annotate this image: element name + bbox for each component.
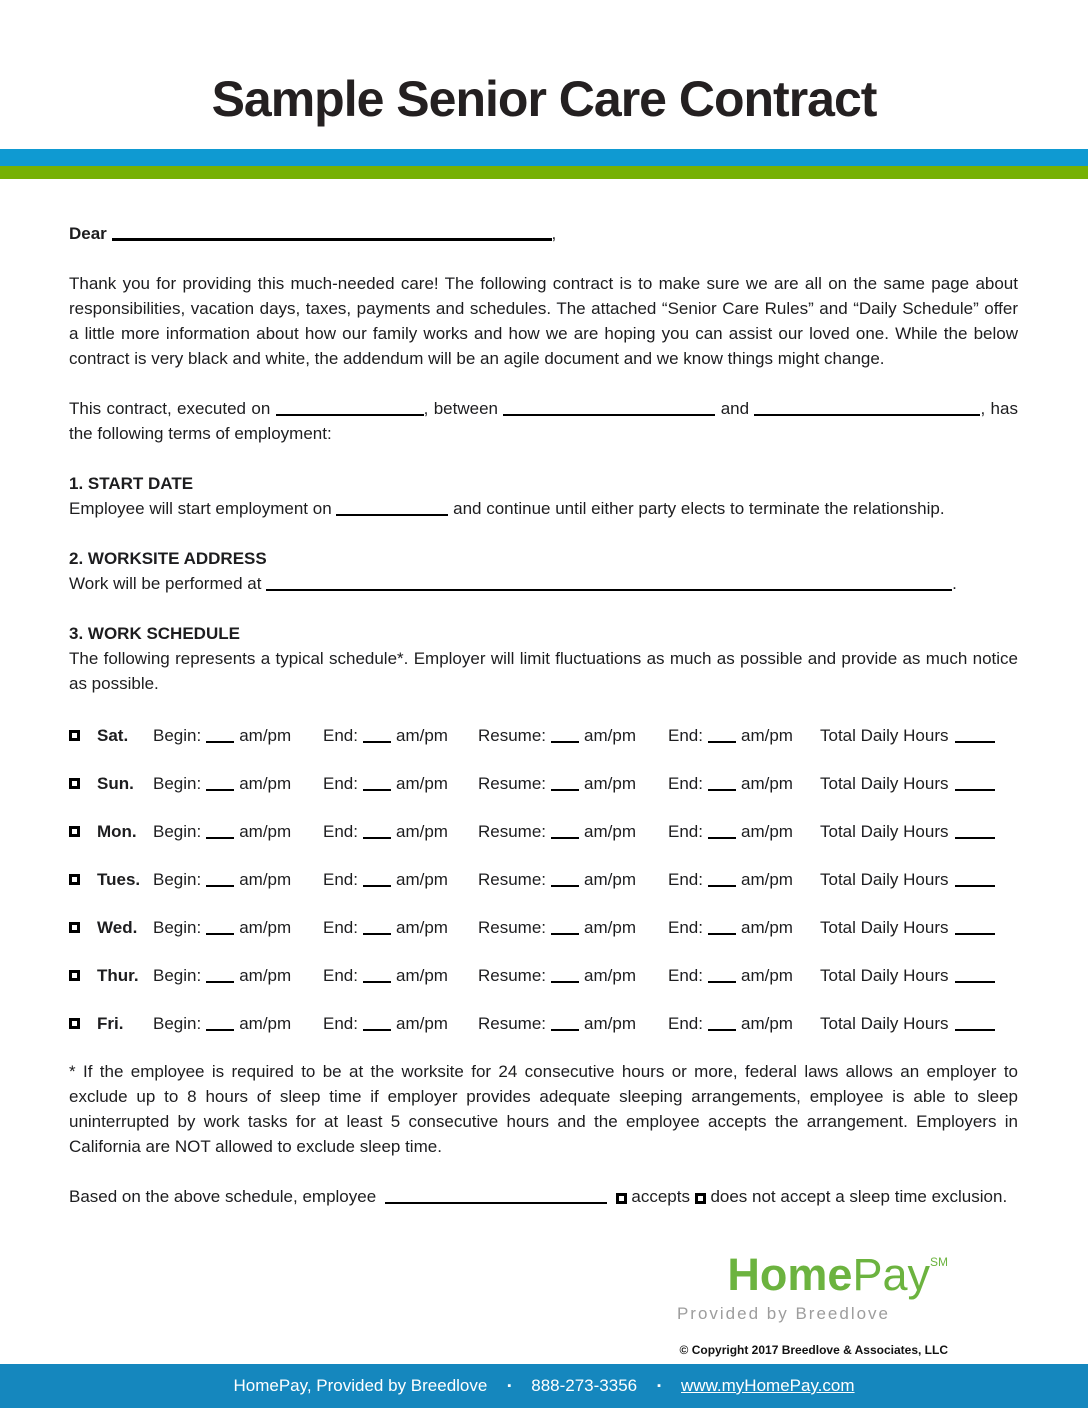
- ampm-label: am/pm: [239, 726, 292, 745]
- end-field: [323, 819, 478, 844]
- worksite-punct: .: [952, 574, 957, 593]
- end-field: [323, 1011, 478, 1036]
- total-label: Total Daily Hours: [820, 870, 949, 889]
- schedule-table: [69, 723, 1018, 1036]
- execution-date-blank[interactable]: [276, 399, 424, 416]
- ampm-label: am/pm: [395, 966, 448, 985]
- end-field: [323, 771, 478, 796]
- ampm-label: am/pm: [239, 966, 292, 985]
- end-label: End:: [668, 822, 703, 841]
- day-label: Tues.: [97, 870, 141, 889]
- begin-time-blank[interactable]: [206, 966, 234, 983]
- resume-time-blank[interactable]: [551, 774, 579, 791]
- end2-time-blank[interactable]: [708, 966, 736, 983]
- resume-field: [478, 963, 668, 988]
- begin-field: [153, 723, 323, 748]
- ampm-label: am/pm: [584, 726, 636, 745]
- sleep-exclusion-line: [69, 1184, 1018, 1209]
- ampm-label: am/pm: [584, 774, 636, 793]
- accepts-label: accepts: [631, 1187, 690, 1206]
- page-title: Sample Senior Care Contract: [211, 71, 877, 127]
- ampm-label: am/pm: [395, 726, 448, 745]
- end2-time-blank[interactable]: [708, 1014, 736, 1031]
- end-label: End:: [323, 726, 358, 745]
- ampm-label: am/pm: [740, 966, 793, 985]
- end-label: End:: [668, 1014, 703, 1033]
- worksite-line: [69, 571, 1018, 596]
- total-hours-blank[interactable]: [955, 918, 995, 935]
- start-date-heading: 1. START DATE: [69, 474, 194, 493]
- salutation-punct: ,: [551, 224, 557, 243]
- ampm-label: am/pm: [395, 870, 448, 889]
- day-label: Sat.: [97, 726, 129, 745]
- day-checkbox-mon[interactable]: [69, 826, 80, 837]
- execution-paragraph: [69, 396, 1018, 446]
- resume-label: Resume:: [478, 774, 547, 793]
- execution-text-4: ,: [980, 399, 986, 418]
- resume-time-blank[interactable]: [551, 966, 579, 983]
- ampm-label: am/pm: [740, 726, 793, 745]
- end-label: End:: [323, 918, 358, 937]
- resume-time-blank[interactable]: [551, 822, 579, 839]
- end-label: End:: [668, 726, 703, 745]
- start-date-text-after: and continue until either party elects to terminate the relationship.: [453, 499, 945, 518]
- resume-field: [478, 915, 668, 940]
- end-label: End:: [323, 966, 358, 985]
- begin-label: Begin:: [153, 1014, 202, 1033]
- resume-time-blank[interactable]: [551, 870, 579, 887]
- ampm-label: am/pm: [740, 918, 793, 937]
- work-schedule-heading: 3. WORK SCHEDULE: [69, 624, 240, 643]
- bullet-separator-icon: ▪: [507, 1380, 512, 1392]
- end2-time-blank[interactable]: [708, 726, 736, 743]
- resume-time-blank[interactable]: [551, 1014, 579, 1031]
- worksite-heading: 2. WORKSITE ADDRESS: [69, 549, 267, 568]
- schedule-row-sat: [69, 723, 1018, 748]
- employer-name-blank[interactable]: [503, 399, 715, 416]
- header-blue-bar: [0, 149, 1088, 166]
- copyright-notice: © Copyright 2017 Breedlove & Associates, LLC: [679, 1343, 948, 1357]
- sleep-footnote: * If the employee is required to be at the worksite for 24 consecutive hours or more, federal laws allows an employer to exclude up to 8 hours of sleep time if employer provides adequate sleeping arrangements, employee is able to sleep uninterrupted by work tasks for at least 5 consecutive hours and the employee accepts the arrangement. Employers in California are NOT allowed to exclude sleep time.: [69, 1062, 1018, 1156]
- intro-paragraph: Thank you for providing this much-needed care! The following contract is to make sure we are all on the same page about responsibilities, vacation days, taxes, payments and schedules. The attached “Senior Care Rules” and “Daily Schedule” offer a little more information about how our family works and how we are hoping you can assist our loved one. While the below contract is very black and white, the addendum will be an agile document and we know things might change.: [69, 274, 1018, 368]
- total-label: Total Daily Hours: [820, 726, 949, 745]
- logo-tagline: Provided by Breedlove: [676, 1304, 890, 1323]
- total-hours-blank[interactable]: [955, 822, 995, 839]
- homepay-logo: [69, 1239, 948, 1298]
- end-label: End:: [668, 870, 703, 889]
- resume-label: Resume:: [478, 822, 547, 841]
- end2-field: [668, 963, 820, 988]
- ampm-label: am/pm: [239, 918, 292, 937]
- end-label: End:: [323, 870, 358, 889]
- does-not-accept-checkbox[interactable]: [695, 1193, 706, 1204]
- end-field: [323, 723, 478, 748]
- end-label: End:: [668, 966, 703, 985]
- start-date-line: [69, 496, 1018, 521]
- total-label: Total Daily Hours: [820, 822, 949, 841]
- total-field: [820, 915, 1018, 940]
- ampm-label: am/pm: [395, 918, 448, 937]
- end2-field: [668, 1011, 820, 1036]
- end2-time-blank[interactable]: [708, 774, 736, 791]
- end-time-blank[interactable]: [363, 1014, 391, 1031]
- end-time-blank[interactable]: [363, 726, 391, 743]
- ampm-label: am/pm: [740, 870, 793, 889]
- footer-brand-text: HomePay, Provided by Breedlove: [233, 1376, 488, 1395]
- begin-field: [153, 819, 323, 844]
- end-field: [323, 915, 478, 940]
- begin-time-blank[interactable]: [206, 822, 234, 839]
- begin-time-blank[interactable]: [206, 726, 234, 743]
- work-schedule-intro: The following represents a typical schedule*. Employer will limit fluctuations as much as possible and provide as much notice as possible.: [69, 649, 1018, 693]
- day-checkbox-wed[interactable]: [69, 922, 80, 933]
- total-hours-blank[interactable]: [955, 774, 995, 791]
- start-date-text-before: Employee will start employment on: [69, 499, 332, 518]
- footer-bar: [0, 1364, 1088, 1408]
- end2-field: [668, 915, 820, 940]
- total-hours-blank[interactable]: [955, 870, 995, 887]
- resume-time-blank[interactable]: [551, 726, 579, 743]
- resume-label: Resume:: [478, 1014, 547, 1033]
- total-field: [820, 771, 1018, 796]
- end2-field: [668, 819, 820, 844]
- ampm-label: am/pm: [239, 774, 292, 793]
- day-label: Wed.: [97, 918, 138, 937]
- ampm-label: am/pm: [239, 822, 292, 841]
- schedule-row-sun: [69, 771, 1018, 796]
- end-time-blank[interactable]: [363, 774, 391, 791]
- total-label: Total Daily Hours: [820, 1014, 949, 1033]
- execution-text-5: has the following terms of employment:: [69, 399, 1018, 443]
- total-label: Total Daily Hours: [820, 918, 949, 937]
- resume-field: [478, 867, 668, 892]
- schedule-row-fri: [69, 1011, 1018, 1036]
- end2-time-blank[interactable]: [708, 870, 736, 887]
- accepts-checkbox[interactable]: [616, 1193, 627, 1204]
- bullet-separator-icon: ▪: [657, 1380, 662, 1392]
- salutation-line: [69, 221, 1018, 246]
- begin-time-blank[interactable]: [206, 774, 234, 791]
- end-time-blank[interactable]: [363, 966, 391, 983]
- ampm-label: am/pm: [239, 870, 292, 889]
- ampm-label: am/pm: [740, 1014, 793, 1033]
- salutation-name-blank[interactable]: [112, 224, 552, 241]
- ampm-label: am/pm: [395, 1014, 448, 1033]
- schedule-row-tues: [69, 867, 1018, 892]
- total-field: [820, 819, 1018, 844]
- ampm-label: am/pm: [584, 966, 636, 985]
- schedule-row-thur: [69, 963, 1018, 988]
- end-label: End:: [323, 1014, 358, 1033]
- end2-time-blank[interactable]: [708, 822, 736, 839]
- total-hours-blank[interactable]: [955, 726, 995, 743]
- ampm-label: am/pm: [239, 1014, 292, 1033]
- start-date-blank[interactable]: [336, 499, 448, 516]
- day-checkbox-thur[interactable]: [69, 970, 80, 981]
- header-green-bar: [0, 166, 1088, 179]
- begin-time-blank[interactable]: [206, 870, 234, 887]
- end-field: [323, 867, 478, 892]
- resume-time-blank[interactable]: [551, 918, 579, 935]
- day-checkbox-sun[interactable]: [69, 778, 80, 789]
- resume-label: Resume:: [478, 966, 547, 985]
- execution-text-3: and: [720, 399, 750, 418]
- total-field: [820, 723, 1018, 748]
- resume-field: [478, 723, 668, 748]
- total-label: Total Daily Hours: [820, 966, 949, 985]
- resume-field: [478, 819, 668, 844]
- does-not-accept-label: does not accept a sleep time exclusion.: [710, 1187, 1008, 1206]
- end-field: [323, 963, 478, 988]
- total-field: [820, 963, 1018, 988]
- day-label: Mon.: [97, 822, 137, 841]
- begin-label: Begin:: [153, 774, 202, 793]
- contract-body: [0, 179, 1088, 1363]
- resume-field: [478, 771, 668, 796]
- schedule-row-wed: [69, 915, 1018, 940]
- total-hours-blank[interactable]: [955, 1014, 995, 1031]
- total-hours-blank[interactable]: [955, 966, 995, 983]
- ampm-label: am/pm: [584, 822, 636, 841]
- day-checkbox-fri[interactable]: [69, 1018, 80, 1029]
- ampm-label: am/pm: [584, 1014, 636, 1033]
- end-label: End:: [668, 774, 703, 793]
- day-checkbox-sat[interactable]: [69, 730, 80, 741]
- worksite-text-before: Work will be performed at: [69, 574, 262, 593]
- end-time-blank[interactable]: [363, 870, 391, 887]
- logo-home-text: Home: [727, 1249, 853, 1300]
- execution-text-2: , between: [423, 399, 498, 418]
- resume-field: [478, 1011, 668, 1036]
- execution-text-1: This contract, executed on: [69, 399, 271, 418]
- ampm-label: am/pm: [740, 822, 793, 841]
- begin-label: Begin:: [153, 966, 202, 985]
- logo-pay-text: Pay: [852, 1249, 930, 1300]
- total-label: Total Daily Hours: [820, 774, 949, 793]
- day-label: Fri.: [97, 1014, 124, 1033]
- ampm-label: am/pm: [584, 870, 636, 889]
- sleep-exclusion-employee-blank[interactable]: [385, 1187, 607, 1204]
- begin-label: Begin:: [153, 726, 202, 745]
- ampm-label: am/pm: [584, 918, 636, 937]
- begin-field: [153, 1011, 323, 1036]
- begin-label: Begin:: [153, 870, 202, 889]
- footer-website-link[interactable]: www.myHomePay.com: [681, 1376, 855, 1395]
- day-label: Sun.: [97, 774, 134, 793]
- begin-field: [153, 771, 323, 796]
- begin-field: [153, 963, 323, 988]
- schedule-row-mon: [69, 819, 1018, 844]
- resume-label: Resume:: [478, 918, 547, 937]
- worksite-address-blank[interactable]: [266, 574, 952, 591]
- salutation-label: Dear: [69, 224, 107, 243]
- sleep-exclusion-text-before: Based on the above schedule, employee: [69, 1187, 377, 1206]
- end-label: End:: [668, 918, 703, 937]
- end-time-blank[interactable]: [363, 822, 391, 839]
- begin-time-blank[interactable]: [206, 1014, 234, 1031]
- ampm-label: am/pm: [395, 822, 448, 841]
- day-label: Thur.: [97, 966, 139, 985]
- end-time-blank[interactable]: [363, 918, 391, 935]
- ampm-label: am/pm: [740, 774, 793, 793]
- resume-label: Resume:: [478, 870, 547, 889]
- total-field: [820, 1011, 1018, 1036]
- end-label: End:: [323, 822, 358, 841]
- begin-label: Begin:: [153, 822, 202, 841]
- resume-label: Resume:: [478, 726, 547, 745]
- end2-field: [668, 771, 820, 796]
- begin-label: Begin:: [153, 918, 202, 937]
- branding-block: [69, 1239, 1018, 1363]
- end2-field: [668, 867, 820, 892]
- begin-field: [153, 867, 323, 892]
- day-checkbox-tues[interactable]: [69, 874, 80, 885]
- end2-field: [668, 723, 820, 748]
- footer-phone: 888-273-3356: [531, 1376, 638, 1395]
- employee-name-blank[interactable]: [754, 399, 980, 416]
- ampm-label: am/pm: [395, 774, 448, 793]
- end2-time-blank[interactable]: [708, 918, 736, 935]
- end-label: End:: [323, 774, 358, 793]
- begin-field: [153, 915, 323, 940]
- logo-sm-mark: SM: [930, 1255, 948, 1269]
- total-field: [820, 867, 1018, 892]
- begin-time-blank[interactable]: [206, 918, 234, 935]
